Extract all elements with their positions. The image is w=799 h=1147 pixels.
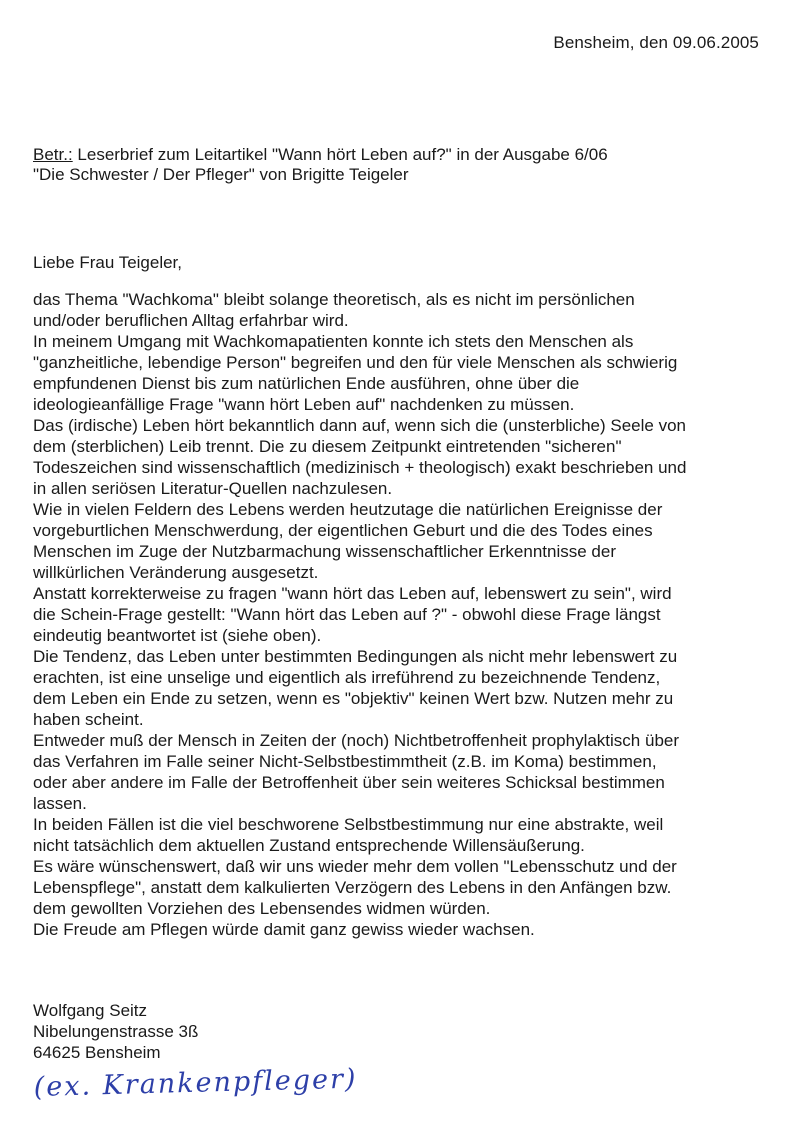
salutation: Liebe Frau Teigeler, — [33, 253, 183, 272]
body-line: dem Leben ein Ende zu setzen, wenn es "objektiv" keinen Wert bzw. Nutzen mehr zu — [33, 689, 674, 708]
body-line: nicht tatsächlich dem aktuellen Zustand entsprechende Willensäußerung. — [33, 836, 585, 855]
body-line: das Verfahren im Falle seiner Nicht-Selbstbestimmtheit (z.B. im Koma) bestimmen, — [33, 752, 657, 771]
body-line: Es wäre wünschenswert, daß wir uns wieder mehr dem vollen "Lebensschutz und der — [33, 857, 677, 876]
body-line: erachten, ist eine unselige und eigentlich als irreführend zu bezeichnende Tendenz, — [33, 668, 661, 687]
body-line: Wie in vielen Feldern des Lebens werden heutzutage die natürlichen Ereignisse der — [33, 500, 663, 519]
body-line: Menschen im Zuge der Nutzbarmachung wissenschaftlicher Erkenntnisse der — [33, 542, 616, 561]
handwritten-note-svg — [30, 1062, 390, 1112]
body-line: "ganzheitliche, lebendige Person" begreifen und den für viele Menschen als schwierig — [33, 353, 678, 372]
letter-date: Bensheim, den 09.06.2005 — [553, 33, 759, 52]
body-line: die Schein-Frage gestellt: "Wann hört das Leben auf ?" - obwohl diese Frage längst — [33, 605, 661, 624]
body-line: In meinem Umgang mit Wachkomapatienten konnte ich stets den Menschen als — [33, 332, 634, 351]
signature-street: Nibelungenstrasse 3ß — [33, 1022, 199, 1041]
signature-block — [33, 1000, 198, 1063]
body-line: und/oder beruflichen Alltag erfahrbar wird. — [33, 311, 349, 330]
body-line: vorgeburtlichen Menschwerdung, der eigentlichen Geburt und die des Todes eines — [33, 521, 653, 540]
subject-text: Leserbrief zum Leitartikel "Wann hört Leben auf?" in der Ausgabe 6/06 — [72, 145, 608, 164]
body-line: Das (irdische) Leben hört bekanntlich dann auf, wenn sich die (unsterbliche) Seele von — [33, 416, 686, 435]
body-line: ideologieanfällige Frage "wann hört Leben auf" nachdenken zu müssen. — [33, 395, 575, 414]
body-line: dem gewollten Vorziehen des Lebensendes widmen würden. — [33, 899, 491, 918]
body-line: willkürlichen Veränderung ausgesetzt. — [33, 563, 319, 582]
body-line: Die Tendenz, das Leben unter bestimmten Bedingungen als nicht mehr lebenswert zu — [33, 647, 678, 666]
body-line: oder aber andere im Falle der Betroffenheit über sein weiteres Schicksal bestimmen — [33, 773, 665, 792]
subject-label: Betr.: — [33, 145, 73, 164]
body-line: Die Freude am Pflegen würde damit ganz gewiss wieder wachsen. — [33, 920, 535, 939]
body-line: In beiden Fällen ist die viel beschworene Selbstbestimmung nur eine abstrakte, weil — [33, 815, 664, 834]
handwritten-note — [30, 1062, 390, 1112]
handwritten-note-text: (ex. Krankenpfleger) — [33, 1063, 358, 1103]
body-line: empfundenen Dienst bis zum natürlichen Ende ausführen, ohne über die — [33, 374, 580, 393]
body-line: haben scheint. — [33, 710, 144, 729]
body-line: dem (sterblichen) Leib trennt. Die zu diesem Zeitpunkt eintretenden "sicheren" — [33, 437, 622, 456]
body-line: lassen. — [33, 794, 87, 813]
body-line: Anstatt korrekterweise zu fragen "wann hört das Leben auf, lebenswert zu sein", wird — [33, 584, 672, 603]
subject-block — [33, 145, 773, 185]
body-line: das Thema "Wachkoma" bleibt solange theoretisch, als es nicht im persönlichen — [33, 290, 635, 309]
signature-city: 64625 Bensheim — [33, 1043, 161, 1062]
body-line: Entweder muß der Mensch in Zeiten der (noch) Nichtbetroffenheit prophylaktisch über — [33, 731, 680, 750]
body-line: Todeszeichen sind wissenschaftlich (medizinisch + theologisch) exakt beschrieben und — [33, 458, 687, 477]
subject-line-1 — [33, 145, 773, 165]
subject-line-2: "Die Schwester / Der Pfleger" von Brigitte Teigeler — [33, 165, 409, 184]
signature-name: Wolfgang Seitz — [33, 1001, 148, 1020]
letter-body — [33, 289, 783, 940]
body-line: Lebenspflege", anstatt dem kalkulierten Verzögern des Lebens in den Anfängen bzw. — [33, 878, 672, 897]
body-line: eindeutig beantwortet ist (siehe oben). — [33, 626, 322, 645]
body-line: in allen seriösen Literatur-Quellen nachzulesen. — [33, 479, 393, 498]
